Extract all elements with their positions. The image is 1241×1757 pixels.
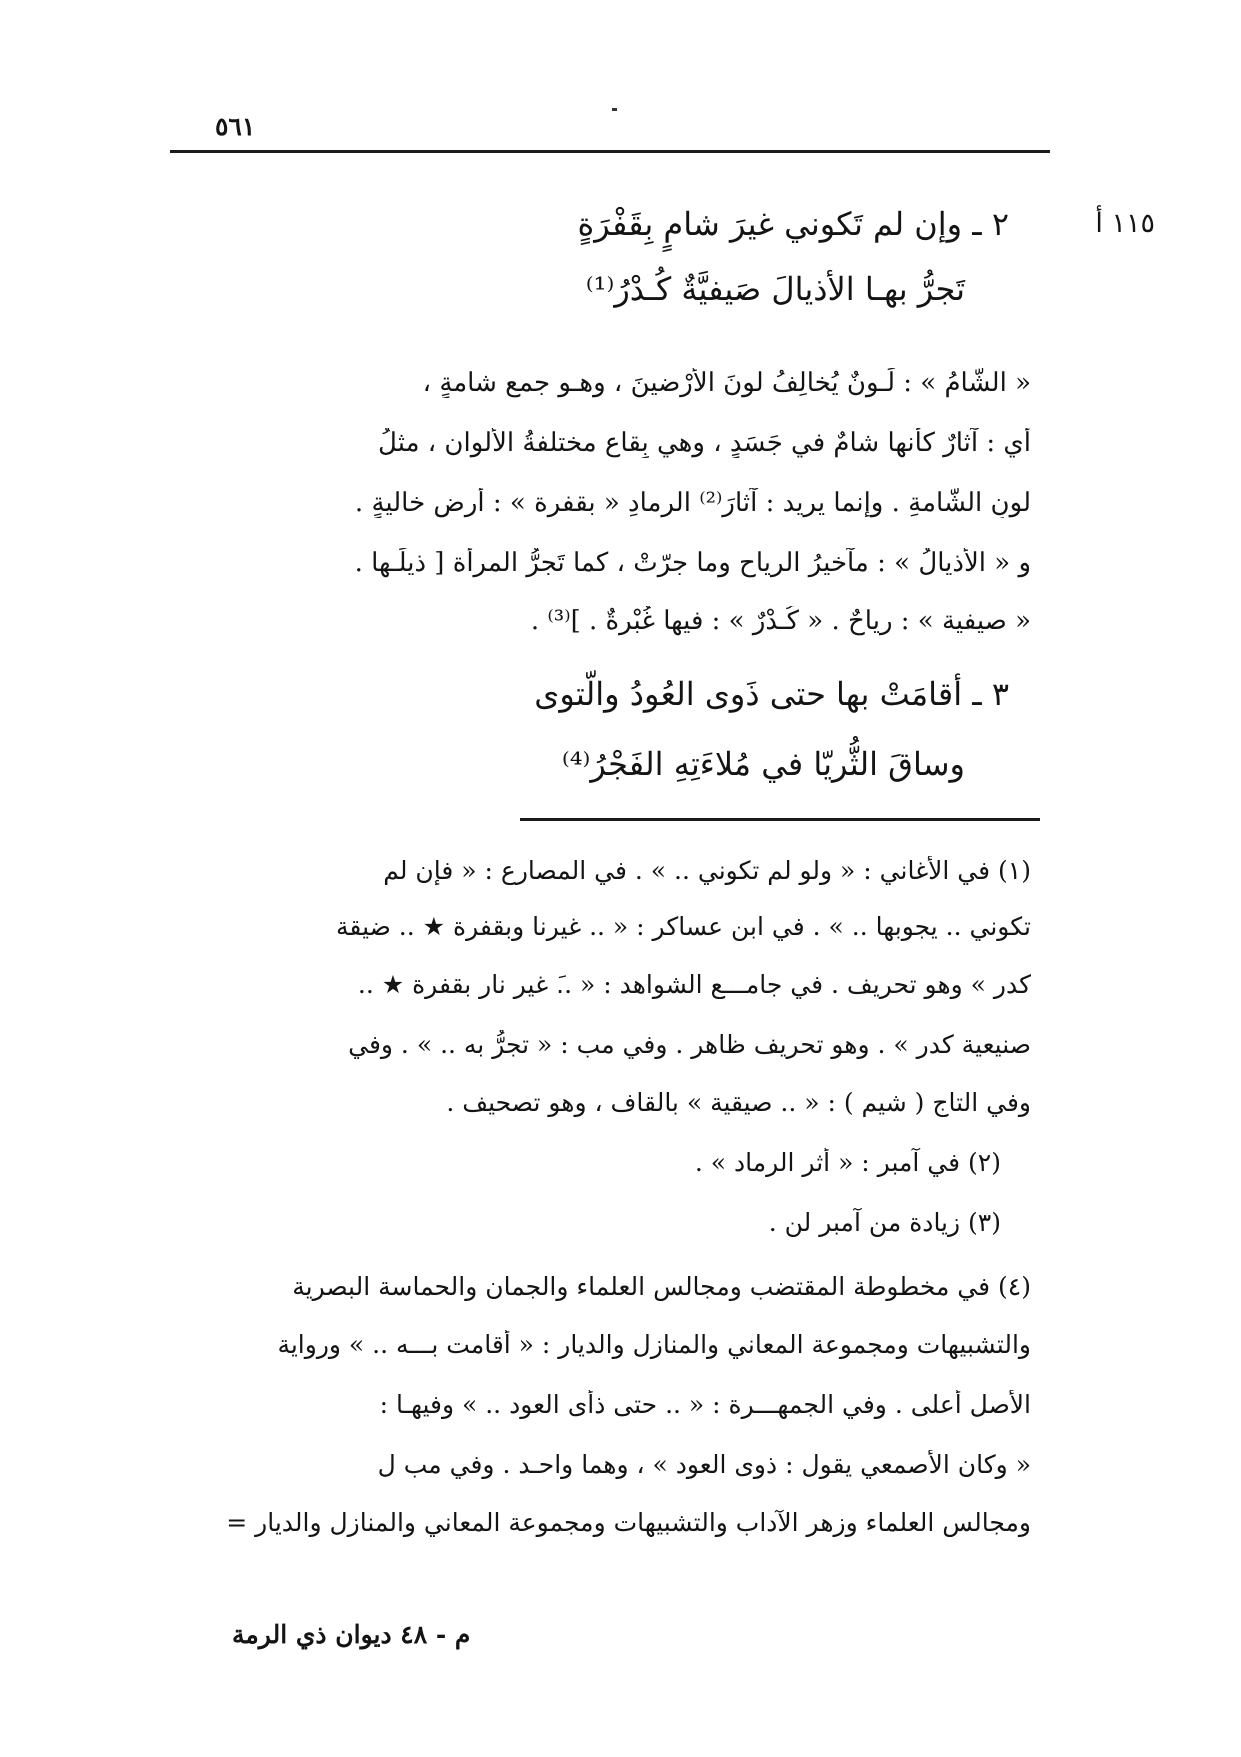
page-number: ٥٦١ (215, 112, 256, 141)
footnote-line: ومجالس العلماء وزهر الآداب والتشبيهات ومجموعة المعاني والمنازل والديار = (226, 1508, 1031, 1537)
verse-2-first-hemistich: ٢ ـ وإن لم تَكوني غيرَ شامٍ بِقَفْرَةٍ (577, 205, 1009, 243)
footnote-line: (١) في الأغاني : « ولو لم تكوني .. » . في المصارع : « فإن لم (383, 856, 1031, 885)
commentary-line: « الشّامُ » : لَـونٌ يُخالِفُ لونَ الأرْضينَ ، وهـو جمع شامةٍ ، (422, 368, 1031, 398)
header-dot (612, 108, 617, 111)
verse-3-first-hemistich: ٣ ـ أقامَتْ بها حتى ذَوى العُودُ والّتوى (534, 675, 1009, 713)
footnote-line: صنيعية كدر » . وهو تحريف ظاهر . وفي مب : « تجرُّ به .. » . وفي (348, 1030, 1031, 1059)
footnote-line: (٢) في آمبر : « أثر الرماد » . (694, 1148, 1001, 1177)
footnote-line: تكوني .. يجوبها .. » . في ابن عساكر : « .. غيرنا وبقفرة ★ .. ضيقة (336, 912, 1031, 941)
header-rule (170, 150, 1050, 153)
verse-2-second-hemistich: تَجرُّ بهـا الأذيالَ صَيفيَّةٌ كُـدْرُ⁽¹⁾ (585, 270, 965, 308)
manuscript-reference: ١١٥ أ (1095, 208, 1155, 239)
footnote-line: والتشبيهات ومجموعة المعاني والمنازل والديار : « أقامت بـــه .. » ورواية (277, 1330, 1031, 1359)
footnote-separator (520, 818, 1040, 821)
page-signature: م - ٤٨ ديوان ذي الرمة (232, 1620, 471, 1649)
verse-3-second-hemistich: وساقَ الثُّريّا في مُلاءَتِهِ الفَجْرُ⁽⁴⁾ (561, 745, 965, 783)
commentary-line: « صيفية » : رياحٌ . « كُـدْرٌ » : فيها غُبْرةٌ . ]⁽³⁾ . (530, 606, 1031, 636)
footnote-line: الأصل أعلى . وفي الجمهـــرة : « .. حتى ذأى العود .. » وفيهـا : (379, 1390, 1031, 1419)
footnote-line: (٤) في مخطوطة المقتضب ومجالس العلماء والجمان والحماسة البصرية (292, 1272, 1031, 1301)
footnote-line: كدر » وهو تحريف . في جامـــع الشواهد : « ..َ غير نار بقفرة ★ .. (357, 970, 1031, 999)
commentary-line: لونِ الشّامةِ . وإنما يريد : آثارَ⁽²⁾ الرمادِ « بقفرة » : أرضٍ خاليةٍ . (354, 488, 1031, 518)
footnote-line: وفي التاج ( شيم ) : « .. صيقية » بالقاف ، وهو تصحيف . (446, 1088, 1031, 1117)
commentary-line: أي : آثارٌ كأنها شامٌ في جَسَدٍ ، وهي بِقاع مختلفةُ الألوان ، مثلُ (378, 428, 1031, 458)
footnote-line: (٣) زيادة من آمبر لن . (768, 1208, 1001, 1237)
commentary-line: و « الأذيالُ » : مآخيرُ الرياح وما جرّتْ ، كما تَجرُّ المرأة [ ذيلَـها . (354, 548, 1031, 578)
footnote-line: « وكان الأصمعي يقول : ذوى العود » ، وهما واحـد . وفي مب ل (377, 1450, 1031, 1479)
